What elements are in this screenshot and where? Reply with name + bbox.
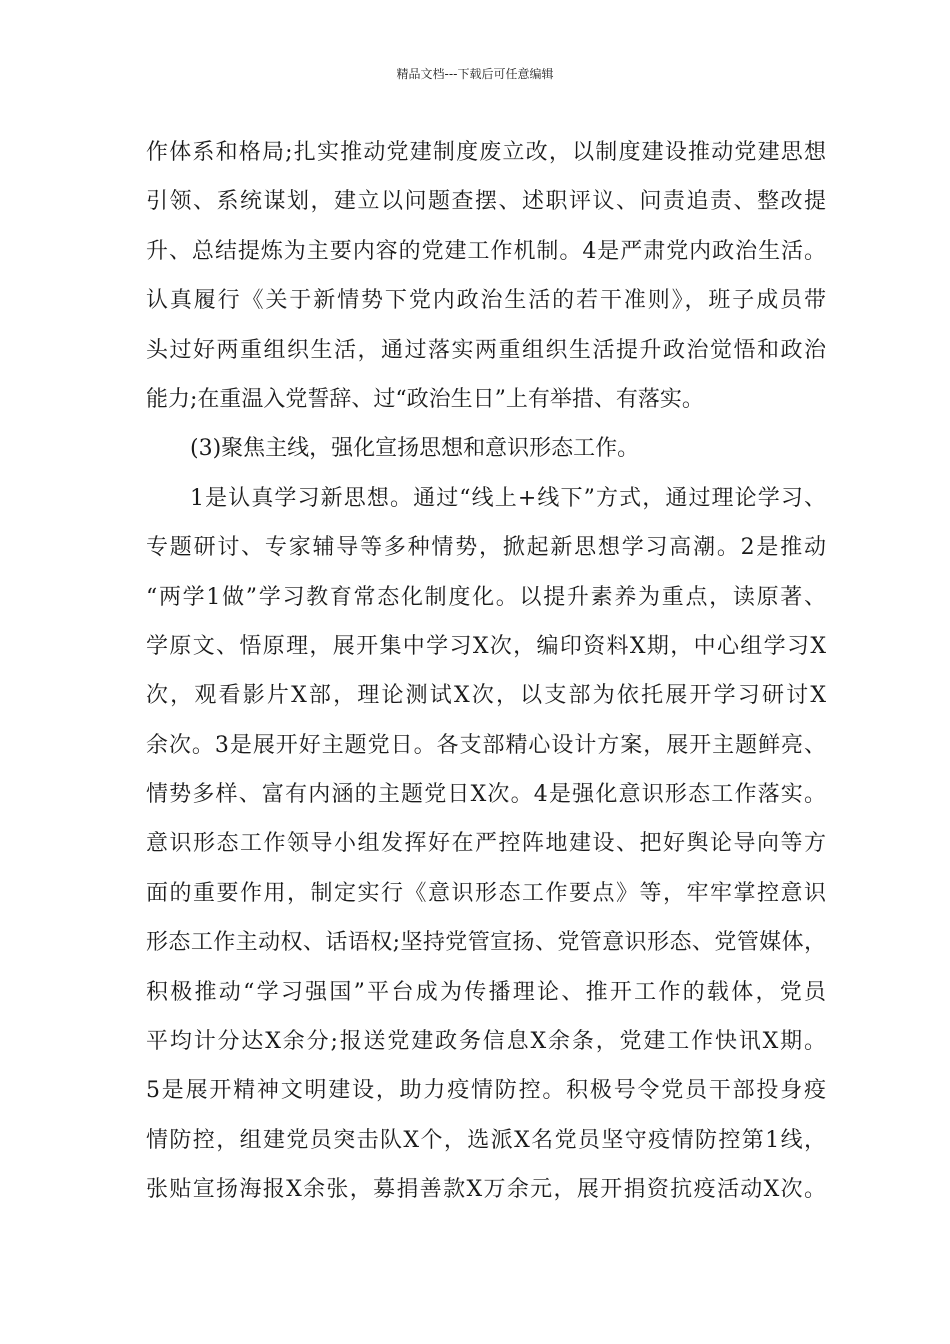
text-line: 意识形态工作领导小组发挥好在严控阵地建设、把好舆论导向等方 — [146, 831, 826, 857]
page-header: 精品文档---下载后可任意编辑 — [396, 67, 554, 81]
text-line: 情防控，组建党员突击队X个，选派X名党员坚守疫情防控第1线， — [146, 1127, 826, 1153]
text-line: 学原文、悟原理，展开集中学习X次，编印资料X期，中心组学习X — [146, 633, 826, 659]
text-line: 作体系和格局;扎实推动党建制度废立改，以制度建设推动党建思想 — [146, 140, 826, 165]
text-line: 专题研讨、专家辅导等多种情势，掀起新思想学习高潮。2是推动 — [146, 535, 826, 561]
text-line: 平均计分达X余分;报送党建政务信息X余条，党建工作快讯X期。 — [146, 1029, 826, 1055]
text-line: 形态工作主动权、话语权;坚持党管宣扬、党管意识形态、党管媒体， — [146, 930, 826, 956]
text-line: 次，观看影片X部，理论测试X次，以支部为依托展开学习研讨X — [146, 683, 826, 709]
text-line: 认真履行《关于新情势下党内政治生活的若干准则》，班子成员带 — [146, 288, 826, 314]
text-line: 头过好两重组织生活，通过落实两重组织生活提升政治觉悟和政治 — [146, 337, 826, 363]
text-line: 积极推动“学习强国”平台成为传播理论、推开工作的载体，党员 — [146, 979, 826, 1005]
text-line: 余次。3是展开好主题党日。各支部精心设计方案，展开主题鲜亮、 — [146, 732, 826, 758]
text-line: 情势多样、富有内涵的主题党日X次。4是强化意识形态工作落实。 — [146, 782, 826, 808]
text-line: 能力;在重温入党誓辞、过“政治生日”上有举措、有落实。 — [146, 386, 704, 412]
text-line: 升、总结提炼为主要内容的党建工作机制。4是严肃党内政治生活。 — [146, 238, 826, 264]
text-line: 引领、系统谋划，建立以问题查摆、述职评议、问责追责、整改提 — [146, 189, 826, 215]
document-body — [146, 128, 826, 1215]
text-line: 面的重要作用，制定实行《意识形态工作要点》等，牢牢掌控意识 — [146, 880, 826, 906]
text-line: 5是展开精神文明建设，助力疫情防控。积极号令党员干部投身疫 — [146, 1078, 826, 1104]
text-line: “两学1做”学习教育常态化制度化。以提升素养为重点，读原著、 — [146, 584, 826, 610]
section-heading: (3)聚焦主线，强化宣扬思想和意识形态工作。 — [190, 436, 640, 462]
text-line: 1是认真学习新思想。通过“线上+线下”方式，通过理论学习、 — [190, 485, 826, 511]
text-line: 张贴宣扬海报X余张，募捐善款X万余元，展开捐资抗疫活动X次。 — [146, 1177, 826, 1203]
